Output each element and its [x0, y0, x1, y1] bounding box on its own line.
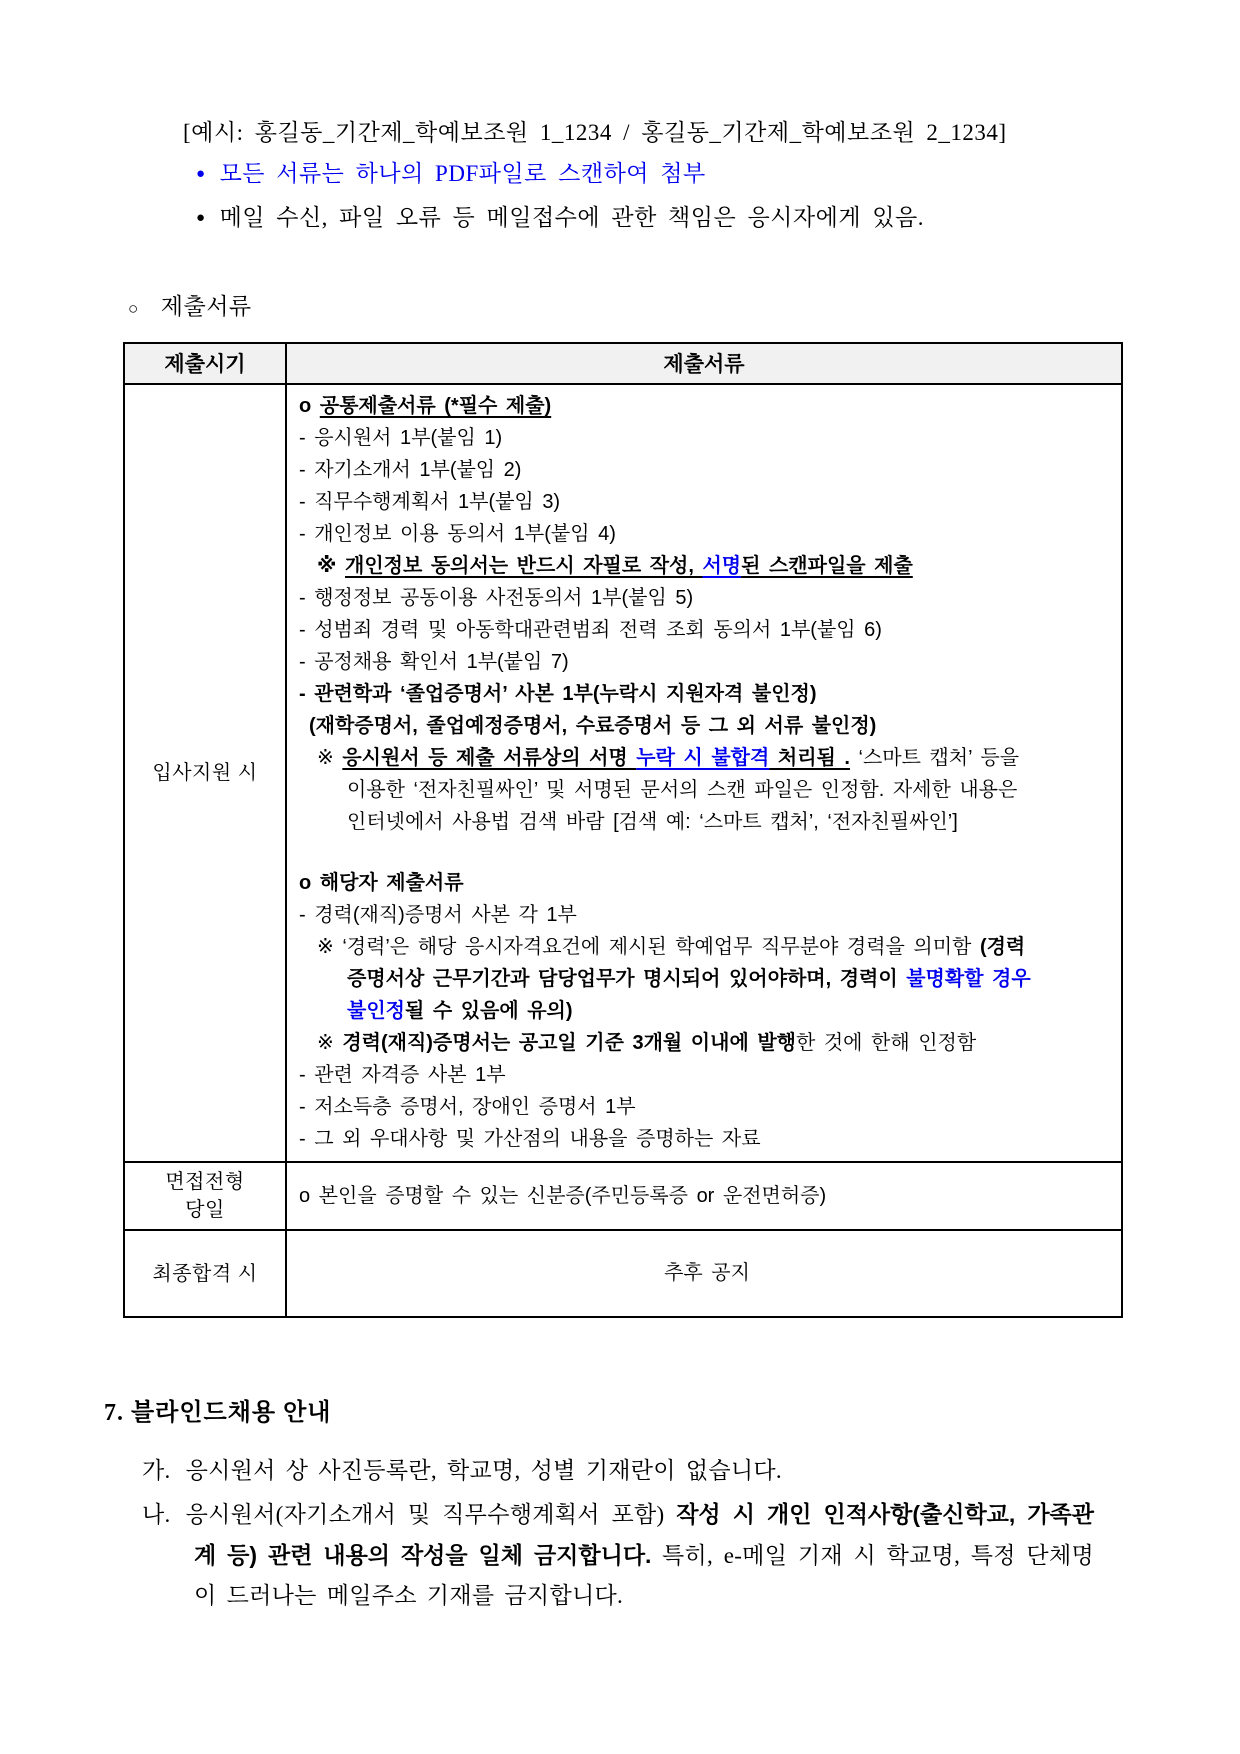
doc-line [293, 867, 1115, 899]
doc-line [293, 806, 1115, 838]
text-segment: o 본인을 증명할 수 있는 신분증(주민등록증 or 운전면허증) [299, 1184, 827, 1207]
text-segment: 이용한 ‘전자친필싸인’ 및 서명된 문서의 스캔 파일은 인정함. 자세한 내용은 [347, 779, 1018, 801]
blind-hiring-item [142, 1451, 1094, 1491]
table-body [125, 385, 1121, 1316]
text-segment: 특히, e-메일 기재 시 학교명, 특정 단체명이 드러나는 메일주소 기재를 금지합니다. [194, 1543, 1094, 1608]
when-label: 최종합격 시 [152, 1262, 258, 1285]
doc-line [293, 1180, 1115, 1212]
text-segment: 서명 [702, 555, 742, 577]
bullet-icon: ● [196, 166, 206, 182]
table-cell-docs [287, 385, 1121, 1161]
text-segment: 개인정보 동의서는 반드시 자필로 작성, [345, 555, 703, 577]
doc-line [293, 1257, 1115, 1289]
text-segment: 증명서상 근무기간과 담당업무가 명시되어 있어야하며, 경력이 [347, 968, 907, 990]
text-segment: 될 수 있음에 유의) [404, 1000, 573, 1022]
header-when: 제출시기 [125, 344, 287, 383]
doc-line [293, 678, 1115, 710]
doc-line [293, 1123, 1115, 1155]
note-bullet-mail [196, 203, 1240, 236]
text-segment: - 직무수행계획서 1부(붙임 3) [299, 491, 561, 513]
text-segment: ※ ‘경력’은 해당 응시자격요건에 제시된 학예업무 직무분야 경력을 의미함 [317, 936, 980, 958]
text-segment: 인터넷에서 사용법 검색 바람 [검색 예: ‘스마트 캡처’, ‘전자친필싸인’] [347, 811, 958, 833]
text-segment: ※ [317, 747, 343, 769]
text-segment: - 관련 자격증 사본 1부 [299, 1064, 506, 1086]
circle-marker-icon: ○ [128, 299, 139, 318]
table-row [125, 1229, 1121, 1316]
text-segment: 추후 공지 [664, 1262, 750, 1284]
table-row [125, 385, 1121, 1161]
text-segment: 응시원서(자기소개서 및 직무수행계획서 포함) [185, 1502, 677, 1527]
blind-hiring-title: 7. 블라인드채용 안내 [104, 1400, 332, 1426]
doc-line [293, 995, 1115, 1027]
list-marker: 가. [142, 1458, 171, 1483]
text-segment: 작성 시 개인 인적사항(출신학교, 가족관계 등) 관련 내용의 작성을 일체 금지합니다. [194, 1501, 1094, 1568]
list-marker: 나. [142, 1502, 171, 1527]
table-cell-when [125, 385, 287, 1161]
submission-table [123, 342, 1123, 1318]
text-segment: 공통제출서류 (*필수 제출) [319, 395, 552, 417]
submission-docs-heading [128, 292, 1240, 324]
when-label: 면접전형 [165, 1171, 245, 1193]
note-bullet-pdf [196, 159, 1240, 192]
table-row [125, 1161, 1121, 1229]
table-cell-docs [287, 1163, 1121, 1229]
doc-line [293, 838, 1115, 867]
text-segment: 불인정 [347, 1000, 405, 1022]
text-segment: 응시원서 상 사진등록란, 학교명, 성별 기재란이 없습니다. [185, 1458, 782, 1483]
text-segment: o [299, 395, 320, 417]
doc-line [293, 614, 1115, 646]
when-label: 입사지원 시 [152, 762, 258, 784]
text-segment: - 자기소개서 1부(붙임 2) [299, 459, 522, 481]
text-segment: - 응시원서 1부(붙임 1) [299, 427, 503, 449]
text-segment: - 성범죄 경력 및 아동학대관련범죄 전력 조회 동의서 1부(붙임 6) [299, 619, 882, 641]
table-header-row [125, 344, 1121, 385]
when-label: 당일 [185, 1199, 225, 1221]
text-segment: - 저소득층 증명서, 장애인 증명서 1부 [299, 1096, 636, 1118]
text-segment: (재학증명서, 졸업예정증명서, 수료증명서 등 그 외 서류 불인정) [309, 715, 877, 737]
text-segment: - 경력(재직)증명서 사본 각 1부 [299, 904, 577, 926]
text-segment: 누락 시 불합격 [636, 747, 770, 769]
doc-line [293, 390, 1115, 422]
note-text: 모든 서류는 하나의 PDF파일로 스캔하여 첨부 [219, 161, 706, 186]
text-segment: - 행정정보 공동이용 사전동의서 1부(붙임 5) [299, 587, 694, 609]
doc-line [293, 742, 1115, 774]
doc-line [293, 899, 1115, 931]
doc-line [293, 931, 1115, 963]
text-segment: 된 스캔파일을 제출 [741, 555, 913, 577]
text-segment: - 공정채용 확인서 1부(붙임 7) [299, 651, 569, 673]
filename-example-line: [예시: 홍길동_기간제_학예보조원 1_1234 / 홍길동_기간제_학예보조원 2_1234] [183, 120, 1007, 145]
text-segment: 경력(재직)증명서는 공고일 기준 3개월 이내에 발행 [342, 1032, 796, 1054]
table-cell-docs [287, 1231, 1121, 1316]
text-segment: - 개인정보 이용 동의서 1부(붙임 4) [299, 523, 616, 545]
table-cell-when [125, 1231, 287, 1316]
blind-hiring-item [142, 1494, 1094, 1616]
doc-line [293, 1059, 1115, 1091]
doc-line [293, 963, 1115, 995]
text-segment: (경력 [979, 936, 1026, 958]
doc-line [293, 582, 1115, 614]
blind-hiring-items [142, 1451, 1094, 1616]
submission-docs-label: 제출서류 [160, 294, 252, 319]
doc-line [293, 1027, 1115, 1059]
text-segment: 처리됨 . [769, 747, 850, 769]
note-text: 메일 수신, 파일 오류 등 메일접수에 관한 책임은 응시자에게 있음. [219, 205, 924, 230]
text-segment: - 그 외 우대사항 및 가산점의 내용을 증명하는 자료 [299, 1128, 761, 1150]
text-segment: 한 것에 한해 인정함 [795, 1032, 977, 1054]
doc-line [293, 518, 1115, 550]
text-segment: ※ [317, 1032, 343, 1054]
text-segment: - 관련학과 ‘졸업증명서’ 사본 1부(누락시 지원자격 불인정) [299, 683, 817, 705]
doc-line [293, 646, 1115, 678]
doc-line [293, 1091, 1115, 1123]
text-segment: ‘스마트 캡처’ 등을 [849, 747, 1020, 769]
doc-line [293, 550, 1115, 582]
header-docs: 제출서류 [663, 353, 745, 376]
doc-line [293, 774, 1115, 806]
text-segment: o 해당자 제출서류 [299, 872, 464, 894]
doc-line [293, 486, 1115, 518]
doc-line [293, 710, 1115, 742]
text-segment: 응시원서 등 제출 서류상의 서명 [342, 747, 637, 769]
bullet-icon: ● [196, 210, 206, 226]
doc-line [293, 422, 1115, 454]
table-cell-when [125, 1163, 287, 1229]
text-segment: 불명확할 경우 [906, 968, 1031, 990]
text-segment: ※ [317, 555, 345, 577]
doc-line [293, 454, 1115, 486]
